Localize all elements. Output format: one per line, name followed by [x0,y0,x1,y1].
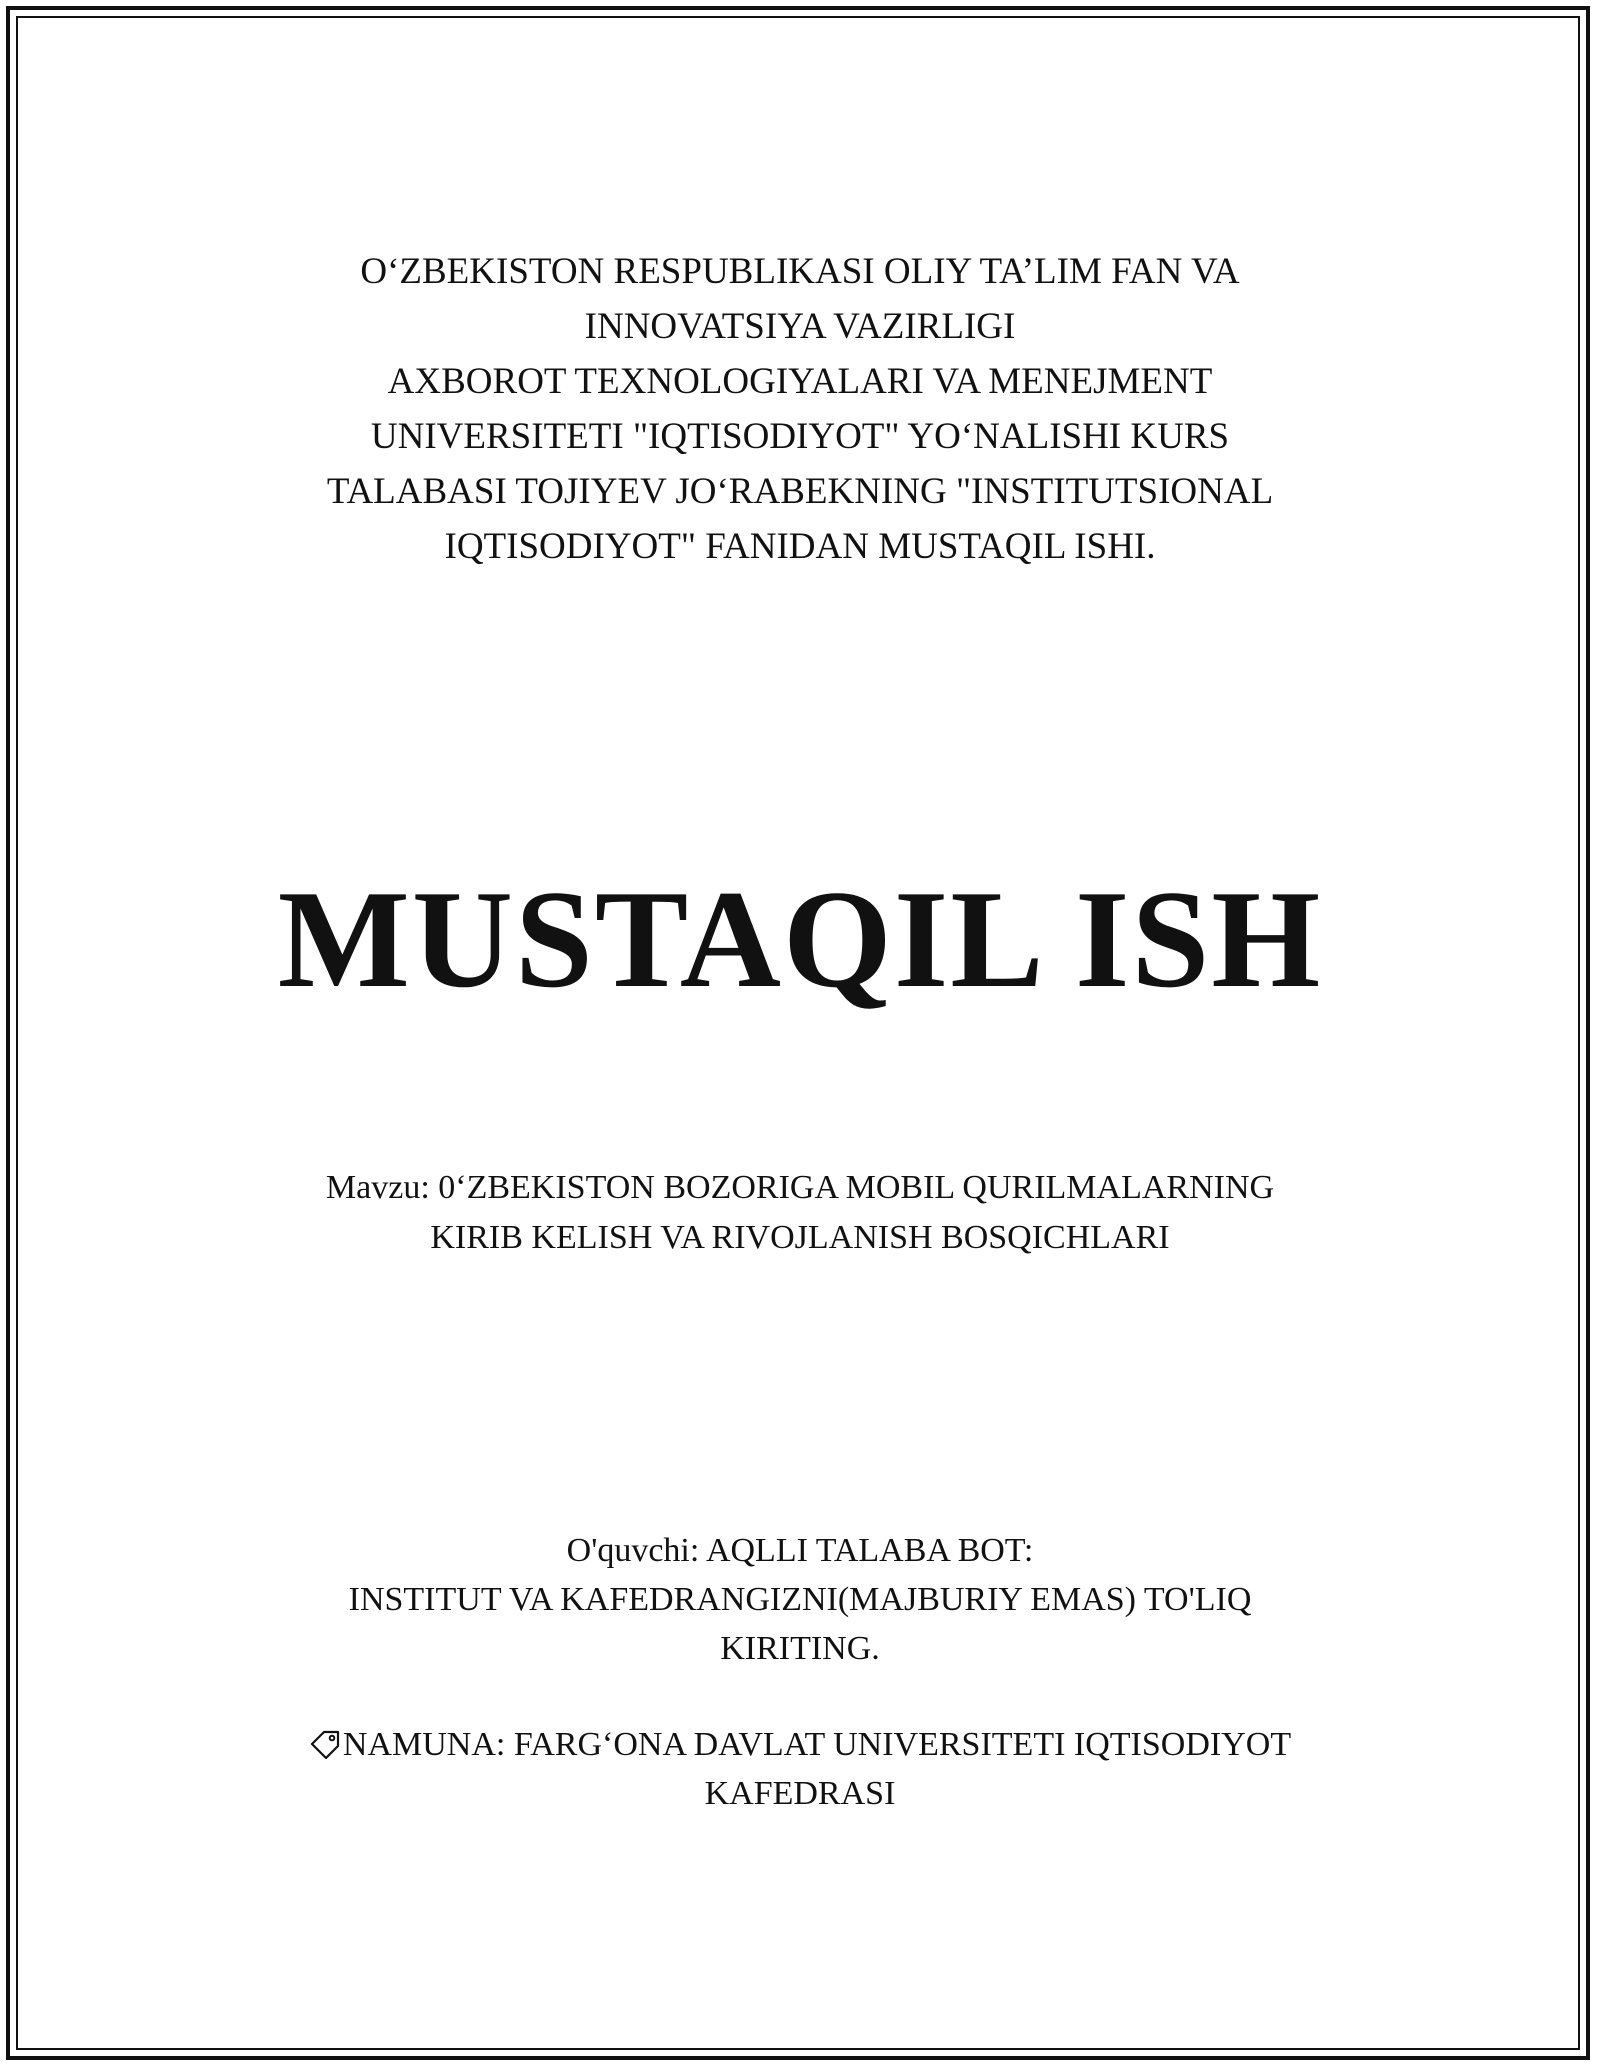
header-line: INNOVATSIYA VAZIRLIGI [584,306,1016,347]
student-block [250,1526,1350,1673]
student-line: INSTITUT VA KAFEDRANGIZNI(MAJBURIY EMAS) TO'LIQ [348,1581,1252,1618]
sample-line-text: NAMUNA: FARG‘ONA DAVLAT UNIVERSITETI IQTISODIYOT [342,1726,1292,1763]
header-line: TALABASI TOJIYEV JO‘RABEKNING "INSTITUTSIONAL [326,471,1274,512]
header-line: AXBOROT TEXNOLOGIYALARI VA MENEJMENT [387,361,1213,402]
sample-line: KAFEDRASI [704,1775,896,1812]
topic-line: Mavzu: 0‘ZBEKISTON BOZORIGA MOBIL QURILMALARNING [325,1169,1275,1206]
student-line: KIRITING. [720,1630,880,1667]
header-line: IQTISODIYOT" FANIDAN MUSTAQIL ISHI. [444,526,1156,567]
document-title: MUSTAQIL ISH [277,862,1323,1017]
topic-line: KIRIB KELISH VA RIVOJLANISH BOSQICHLARI [430,1219,1170,1256]
tag-icon [309,1724,341,1754]
header-line: O‘ZBEKISTON RESPUBLIKASI OLIY TA’LIM FAN VA [360,251,1240,292]
student-line: O'quvchi: AQLLI TALABA BOT: [566,1532,1034,1569]
sample-line [250,1720,1350,1769]
ministry-header [250,244,1350,574]
topic-block [250,1163,1350,1263]
header-line: UNIVERSITETI "IQTISODIYOT" YO‘NALISHI KURS [370,416,1230,457]
sample-block [250,1720,1350,1818]
